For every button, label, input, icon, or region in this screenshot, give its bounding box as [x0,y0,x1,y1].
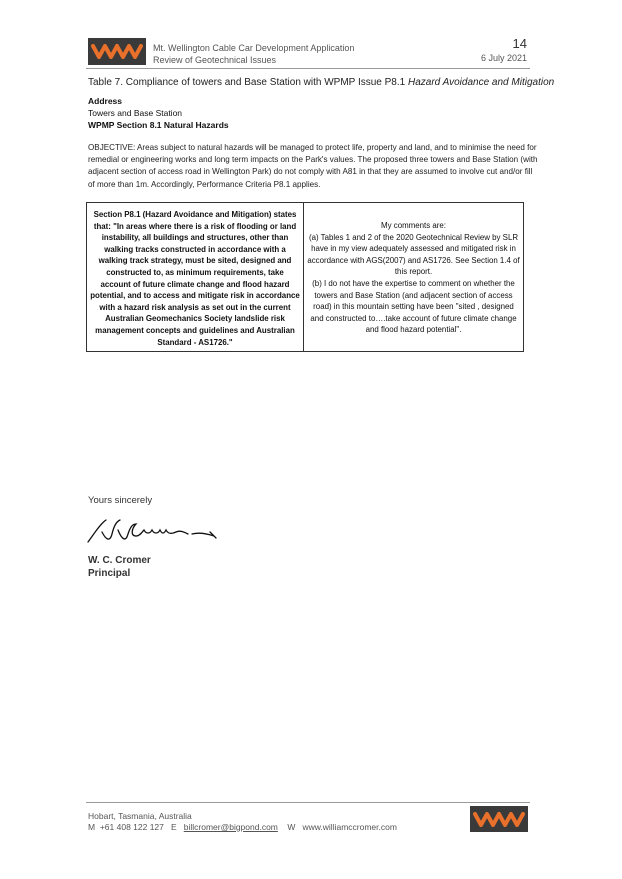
wpmp-section-heading: WPMP Section 8.1 Natural Hazards [88,120,229,130]
footer-address: Hobart, Tasmania, Australia [88,811,192,821]
objective-paragraph: OBJECTIVE: Areas subject to natural hazards will be managed to protect life, property and land, and to minimise the need for remedial or engineering works and long term impacts on the Park's values. The proposed three towers and Base Station (with adjacent section of access road in Wellington Park) do not comply with A81 in that they are assumed to involve cut and/or fill of more than 1m. Accordingly, Performance Criteria P8.1 applies. [88,143,538,189]
footer-divider [86,802,530,803]
table-caption [88,77,554,88]
signer-title: Principal [88,568,131,579]
email-link[interactable]: billcromer@bigpond.com [183,822,278,832]
company-logo [88,38,146,65]
comments-cell [304,203,523,351]
signature-icon [80,512,230,550]
footer-contact [88,822,397,832]
phone-number: +61 408 122 127 [99,822,164,832]
closing-salutation: Yours sincerely [88,495,153,506]
comment-b: (b) I do not have the expertise to comment on whether the towers and Base Station (and adjacent section of access road) in this mountain setting have been "sited , designed and constructed to….take account of future climate change and flood hazard potential". [310,278,517,335]
page-number: 14 [512,36,527,51]
document-date: 6 July 2021 [480,53,527,63]
table-caption-text: Table 7. Compliance of towers and Base Station with WPMP Issue P8.1 [88,77,408,88]
address-heading: Address [88,96,123,106]
header-divider [86,68,530,69]
address-value: Towers and Base Station [88,108,183,118]
document-title-line2: Review of Geotechnical Issues [153,55,277,65]
signer-name: W. C. Cromer [88,555,151,566]
web-label: W [287,822,296,832]
document-title-line1: Mt. Wellington Cable Car Development Application [153,43,355,53]
comment-a: (a) Tables 1 and 2 of the 2020 Geotechnical Review by SLR have in my view adequately assessed and mitigated risk in accordance with AGS(2007) and AS1726. See Section 1.4 of this report. [307,232,520,277]
website-link[interactable]: www.williamccromer.com [302,822,397,832]
requirement-table [86,202,524,352]
requirement-cell: Section P8.1 (Hazard Avoidance and Mitigation) states that: "In areas where there is a risk of flooding or land instability, all buildings and structures, other than walking tracks constructed in accordance with a walking track strategy, must be sited, designed and constructed to, as minimum requirements, take account of future climate change and flood hazard potential, and to access and mitigate risk in accordance with a hazard risk analysis as set out in the current Australian Geomechanics Society landslide risk management concepts and guidelines and Australian Standard - AS1726." [87,203,304,351]
document-title [153,42,354,66]
table-caption-italic: Hazard Avoidance and Mitigation [407,77,555,88]
email-label: E [170,822,177,832]
comments-intro: My comments are: [381,221,446,230]
footer-logo [470,806,528,832]
phone-label: M [88,822,96,832]
